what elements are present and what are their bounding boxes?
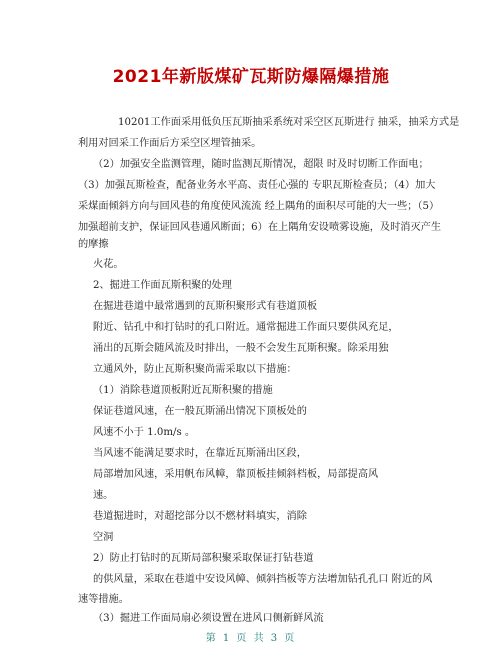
body-line: 空洞: [93, 532, 114, 543]
body-line: （2）加强安全监测管理，随时监测瓦斯情况，超限 时及时切断工作面电；: [93, 159, 429, 170]
body-line: 速等措施。: [78, 594, 129, 605]
body-line: 局部增加风速，采用帆布风幛，靠顶板挂倾斜档板，局部提高风: [93, 469, 379, 480]
body-line: 保证巷道风速，在一般瓦斯涌出情况下顶板处的: [93, 406, 307, 417]
body-line: 风速不小于 1.0m/s 。: [93, 427, 196, 438]
body-line: 10201工作面采用低负压瓦斯抽采系统对采空区瓦斯进行 抽采，抽采方式是: [118, 117, 460, 128]
body-line: 在掘进巷道中最常遇到的瓦斯积聚形式有巷道顶板: [93, 301, 318, 312]
section-heading: 2、掘进工作面瓦斯积聚的处理: [93, 280, 232, 291]
body-line: 火花。: [93, 259, 124, 270]
page-footer: 第 1 页 共 3 页: [205, 633, 297, 644]
body-line: 速。: [93, 490, 114, 501]
sub-heading: 2）防止打钻时的瓦斯局部积聚采取保证打钻巷道: [93, 553, 314, 564]
body-line: 涌出的瓦斯会随风流及时排出，一般不会发生瓦斯积聚。除采用独: [93, 343, 389, 354]
document-title: 2021年新版煤矿瓦斯防爆隔爆措施: [112, 67, 390, 87]
body-line: 附近、钻孔中和打钻时的孔口附近。通常掘进工作面只要供风充足，: [93, 322, 399, 333]
body-line: 立通风外，防止瓦斯积聚尚需采取以下措施：: [93, 364, 297, 375]
body-line: 的供风量，采取在巷道中安设风幛、倾斜挡板等方法增加钻孔孔口 附近的风: [93, 574, 433, 585]
body-line: 采煤面倾斜方向与回风巷的角度使风流流 经上隅角的面积尽可能的大一些；（5）: [78, 201, 440, 212]
sub-heading: （1）消除巷道顶板附近瓦斯积聚的措施: [93, 385, 273, 396]
body-line: 当风速不能满足要求时，在靠近瓦斯涌出区段，: [93, 448, 307, 459]
sub-heading: （3）掘进工作面局扇必须设置在进风口侧新鲜风流: [93, 613, 324, 624]
body-line: （3）加强瓦斯检查，配备业务水平高、责任心强的 专职瓦斯检查员；（4）加大: [78, 180, 436, 191]
body-line: 的摩擦: [78, 239, 109, 250]
body-line: 利用对回采工作面后方采空区埋管抽采。: [78, 138, 262, 149]
body-line: 加强超前支护，保证回风巷通风断面；6）在上隅角安设喷雾设施，及时消灭产生: [78, 222, 442, 233]
body-line: 巷道掘进时，对超挖部分以不燃材料填实，消除: [93, 511, 307, 522]
